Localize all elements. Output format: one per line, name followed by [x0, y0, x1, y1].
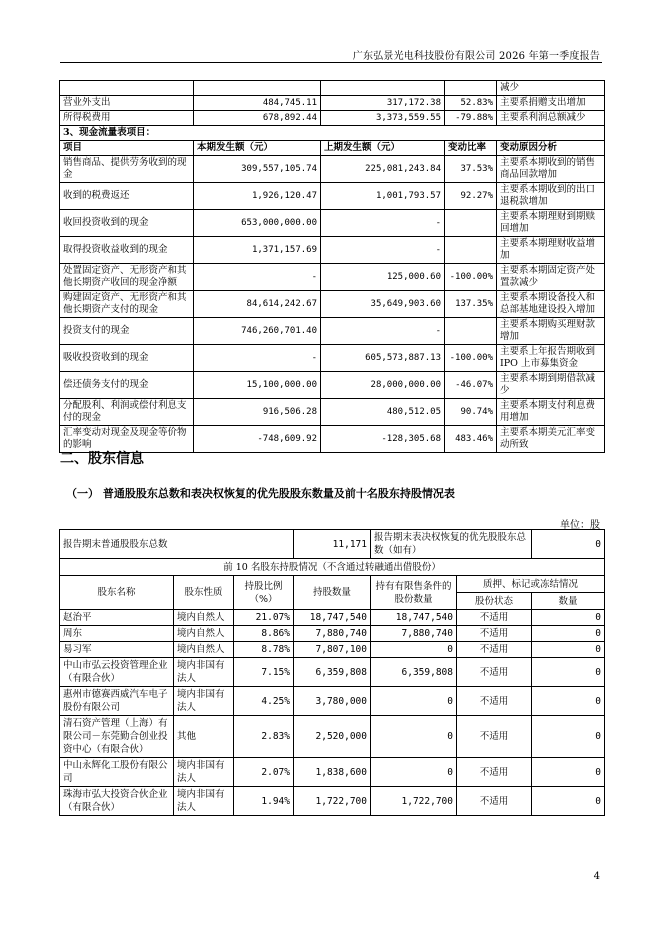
table-row: [60, 610, 605, 626]
change-ratio-cell: -79.88%: [445, 111, 497, 126]
count-cell: 0: [532, 658, 605, 687]
change-ratio-cell: 137.35%: [445, 291, 497, 318]
current-amount-cell: 746,260,701.40: [194, 318, 321, 345]
previous-amount-cell: -: [321, 237, 445, 264]
total-holders-value: 11,171: [294, 530, 371, 559]
current-amount-cell: 309,557,105.74: [194, 156, 321, 183]
header-row: [60, 141, 605, 156]
header-divider: [60, 62, 602, 63]
top10-title: 前 10 名股东持股情况（不含通过转融通出借股份）: [60, 559, 605, 576]
previous-amount-cell: 35,649,903.60: [321, 291, 445, 318]
subsection-title: （一） 普通股股东总数和表决权恢复的优先股股东数量及前十名股东持股情况表: [66, 487, 455, 500]
reason-cell: 主要系本期理财到期赎回增加: [497, 210, 605, 237]
status-cell: 不适用: [457, 758, 532, 787]
header-quantity: 持股数量: [294, 576, 371, 610]
change-ratio-cell: [445, 210, 497, 237]
previous-amount-cell: -: [321, 318, 445, 345]
count-cell: 0: [532, 626, 605, 642]
shareholder-name-cell: 珠海市弘大投资合伙企业（有限合伙）: [60, 787, 174, 816]
header-nature: 股东性质: [174, 576, 234, 610]
section-row: [60, 126, 605, 141]
status-cell: 不适用: [457, 787, 532, 816]
reason-cell: 主要系本期理财收益增加: [497, 237, 605, 264]
shareholders-table: [59, 529, 605, 816]
quantity-cell: 1,722,700: [294, 787, 371, 816]
item-cell: 偿还债务支付的现金: [60, 372, 194, 399]
table-row: [60, 345, 605, 372]
previous-amount-cell: -128,305.68: [321, 426, 445, 453]
header-status: 股份状态: [457, 593, 532, 610]
count-cell: 0: [532, 610, 605, 626]
reason-cell: 主要系本期固定资产处置款减少: [497, 264, 605, 291]
restricted-cell: 7,880,740: [371, 626, 457, 642]
pref-holders-label: 报告期末表决权恢复的优先股股东总数（如有）: [371, 530, 532, 559]
ratio-cell: 8.86%: [234, 626, 294, 642]
current-amount-cell: 15,100,000.00: [194, 372, 321, 399]
item-cell: 收回投资收到的现金: [60, 210, 194, 237]
table-row: [60, 111, 605, 126]
table-row: [60, 642, 605, 658]
header-current: 本期发生额（元）: [194, 141, 321, 156]
table-row: [60, 787, 605, 816]
status-cell: 不适用: [457, 716, 532, 758]
change-ratio-cell: 483.46%: [445, 426, 497, 453]
status-cell: 不适用: [457, 626, 532, 642]
table-row: [60, 183, 605, 210]
table-row: [60, 156, 605, 183]
status-cell: 不适用: [457, 642, 532, 658]
reason-cell: 主要系捐赠支出增加: [497, 96, 605, 111]
count-cell: 0: [532, 642, 605, 658]
current-amount-cell: -748,609.92: [194, 426, 321, 453]
shareholder-name-cell: 清石资产管理（上海）有限公司－东莞勤合创业投资中心（有限合伙）: [60, 716, 174, 758]
current-amount-cell: -: [194, 345, 321, 372]
item-cell: 销售商品、提供劳务收到的现金: [60, 156, 194, 183]
pref-holders-value: 0: [532, 530, 605, 559]
item-cell: 营业外支出: [60, 96, 194, 111]
restricted-cell: 18,747,540: [371, 610, 457, 626]
header-name: 股东名称: [60, 576, 174, 610]
quantity-cell: 1,838,600: [294, 758, 371, 787]
header-row: [60, 576, 605, 593]
previous-amount-cell: [321, 81, 445, 96]
quantity-cell: 3,780,000: [294, 687, 371, 716]
reason-cell: 减少: [497, 81, 605, 96]
previous-amount-cell: 3,373,559.55: [321, 111, 445, 126]
shareholder-name-cell: 周东: [60, 626, 174, 642]
table-row: [60, 291, 605, 318]
shareholder-name-cell: 赵治平: [60, 610, 174, 626]
header-previous: 上期发生额（元）: [321, 141, 445, 156]
table-row: [60, 264, 605, 291]
restricted-cell: 0: [371, 716, 457, 758]
previous-amount-cell: 1,001,793.57: [321, 183, 445, 210]
shareholder-nature-cell: 境内非国有法人: [174, 658, 234, 687]
quantity-cell: 18,747,540: [294, 610, 371, 626]
header-count: 数量: [532, 593, 605, 610]
count-cell: 0: [532, 716, 605, 758]
section-title: 二、股东信息: [60, 451, 144, 467]
change-ratio-cell: 37.53%: [445, 156, 497, 183]
item-cell: 吸收投资收到的现金: [60, 345, 194, 372]
ratio-cell: 21.07%: [234, 610, 294, 626]
reason-cell: 主要系本期收到的出口退税款增加: [497, 183, 605, 210]
restricted-cell: 1,722,700: [371, 787, 457, 816]
change-ratio-cell: 52.83%: [445, 96, 497, 111]
change-ratio-cell: 92.27%: [445, 183, 497, 210]
header-ratio: 持股比例（%）: [234, 576, 294, 610]
table-row: [60, 81, 605, 96]
quantity-cell: 6,359,808: [294, 658, 371, 687]
item-cell: 汇率变动对现金及现金等价物的影响: [60, 426, 194, 453]
previous-amount-cell: 125,000.60: [321, 264, 445, 291]
previous-amount-cell: 28,000,000.00: [321, 372, 445, 399]
previous-amount-cell: 225,081,243.84: [321, 156, 445, 183]
restricted-cell: 0: [371, 687, 457, 716]
previous-amount-cell: 605,573,887.13: [321, 345, 445, 372]
shareholder-nature-cell: 境内自然人: [174, 610, 234, 626]
item-cell: 分配股利、利润或偿付利息支付的现金: [60, 399, 194, 426]
unit-label: 单位：股: [560, 520, 600, 531]
count-cell: 0: [532, 687, 605, 716]
item-cell: 收到的税费返还: [60, 183, 194, 210]
change-ratio-cell: [445, 81, 497, 96]
table-row: [60, 237, 605, 264]
quantity-cell: 7,807,100: [294, 642, 371, 658]
header-reason: 变动原因分析: [497, 141, 605, 156]
table-row: [60, 658, 605, 687]
change-ratio-cell: [445, 237, 497, 264]
count-cell: 0: [532, 787, 605, 816]
current-amount-cell: 1,926,120.47: [194, 183, 321, 210]
cashflow-section-title: 3、现金流量表项目：: [60, 126, 605, 141]
header-pledge: 质押、标记或冻结情况: [457, 576, 605, 593]
header-restricted: 持有有限售条件的股份数量: [371, 576, 457, 610]
table-row: [60, 626, 605, 642]
current-amount-cell: 1,371,157.69: [194, 237, 321, 264]
shareholder-name-cell: 中山永辉化工股份有限公司: [60, 758, 174, 787]
quantity-cell: 2,520,000: [294, 716, 371, 758]
table-row: [60, 372, 605, 399]
change-ratio-cell: -100.00%: [445, 264, 497, 291]
reason-cell: 主要系本期设备投入和总部基地建设投入增加: [497, 291, 605, 318]
item-cell: 投资支付的现金: [60, 318, 194, 345]
page-number: 4: [593, 871, 600, 882]
reason-cell: 主要系本期美元汇率变动所致: [497, 426, 605, 453]
shareholder-nature-cell: 境内非国有法人: [174, 687, 234, 716]
header-item: 项目: [60, 141, 194, 156]
table-row: [60, 96, 605, 111]
previous-amount-cell: 317,172.38: [321, 96, 445, 111]
reason-cell: 主要系上年报告期收到 IPO 上市募集资金: [497, 345, 605, 372]
shareholder-nature-cell: 境内非国有法人: [174, 787, 234, 816]
header-change: 变动比率: [445, 141, 497, 156]
ratio-cell: 8.78%: [234, 642, 294, 658]
status-cell: 不适用: [457, 610, 532, 626]
current-amount-cell: 916,506.28: [194, 399, 321, 426]
ratio-cell: 7.15%: [234, 658, 294, 687]
report-header: 广东弘景光电科技股份有限公司 2026 年第一季度报告: [352, 51, 600, 62]
table-row: [60, 716, 605, 758]
shareholder-nature-cell: 其他: [174, 716, 234, 758]
current-amount-cell: -: [194, 264, 321, 291]
shareholder-name-cell: 中山市弘云投资管理企业（有限合伙）: [60, 658, 174, 687]
reason-cell: 主要系利润总额减少: [497, 111, 605, 126]
table-row: [60, 318, 605, 345]
current-amount-cell: [194, 81, 321, 96]
current-amount-cell: 678,892.44: [194, 111, 321, 126]
table-row: [60, 758, 605, 787]
reason-cell: 主要系本期收到的销售商品回款增加: [497, 156, 605, 183]
reason-cell: 主要系本期支付利息费用增加: [497, 399, 605, 426]
item-cell: 取得投资收益收到的现金: [60, 237, 194, 264]
income-cashflow-table: [59, 80, 605, 453]
shareholder-name-cell: 惠州市德赛西威汽车电子股份有限公司: [60, 687, 174, 716]
reason-cell: 主要系本期到期借款减少: [497, 372, 605, 399]
table-row: [60, 399, 605, 426]
previous-amount-cell: 480,512.05: [321, 399, 445, 426]
table-row: [60, 210, 605, 237]
status-cell: 不适用: [457, 687, 532, 716]
summary-row: [60, 530, 605, 559]
shareholder-nature-cell: 境内自然人: [174, 626, 234, 642]
item-cell: [60, 81, 194, 96]
total-holders-label: 报告期末普通股股东总数: [60, 530, 294, 559]
ratio-cell: 2.83%: [234, 716, 294, 758]
current-amount-cell: 84,614,242.67: [194, 291, 321, 318]
count-cell: 0: [532, 758, 605, 787]
shareholder-name-cell: 易习军: [60, 642, 174, 658]
ratio-cell: 2.07%: [234, 758, 294, 787]
restricted-cell: 0: [371, 642, 457, 658]
top10-title-row: [60, 559, 605, 576]
table-row: [60, 687, 605, 716]
change-ratio-cell: [445, 318, 497, 345]
quantity-cell: 7,880,740: [294, 626, 371, 642]
change-ratio-cell: -100.00%: [445, 345, 497, 372]
item-cell: 购建固定资产、无形资产和其他长期资产支付的现金: [60, 291, 194, 318]
item-cell: 所得税费用: [60, 111, 194, 126]
restricted-cell: 0: [371, 758, 457, 787]
change-ratio-cell: 90.74%: [445, 399, 497, 426]
status-cell: 不适用: [457, 658, 532, 687]
shareholder-nature-cell: 境内自然人: [174, 642, 234, 658]
current-amount-cell: 484,745.11: [194, 96, 321, 111]
previous-amount-cell: -: [321, 210, 445, 237]
ratio-cell: 1.94%: [234, 787, 294, 816]
current-amount-cell: 653,000,000.00: [194, 210, 321, 237]
change-ratio-cell: -46.07%: [445, 372, 497, 399]
shareholder-nature-cell: 境内非国有法人: [174, 758, 234, 787]
item-cell: 处置固定资产、无形资产和其他长期资产收回的现金净额: [60, 264, 194, 291]
ratio-cell: 4.25%: [234, 687, 294, 716]
reason-cell: 主要系本期购买理财款增加: [497, 318, 605, 345]
restricted-cell: 6,359,808: [371, 658, 457, 687]
